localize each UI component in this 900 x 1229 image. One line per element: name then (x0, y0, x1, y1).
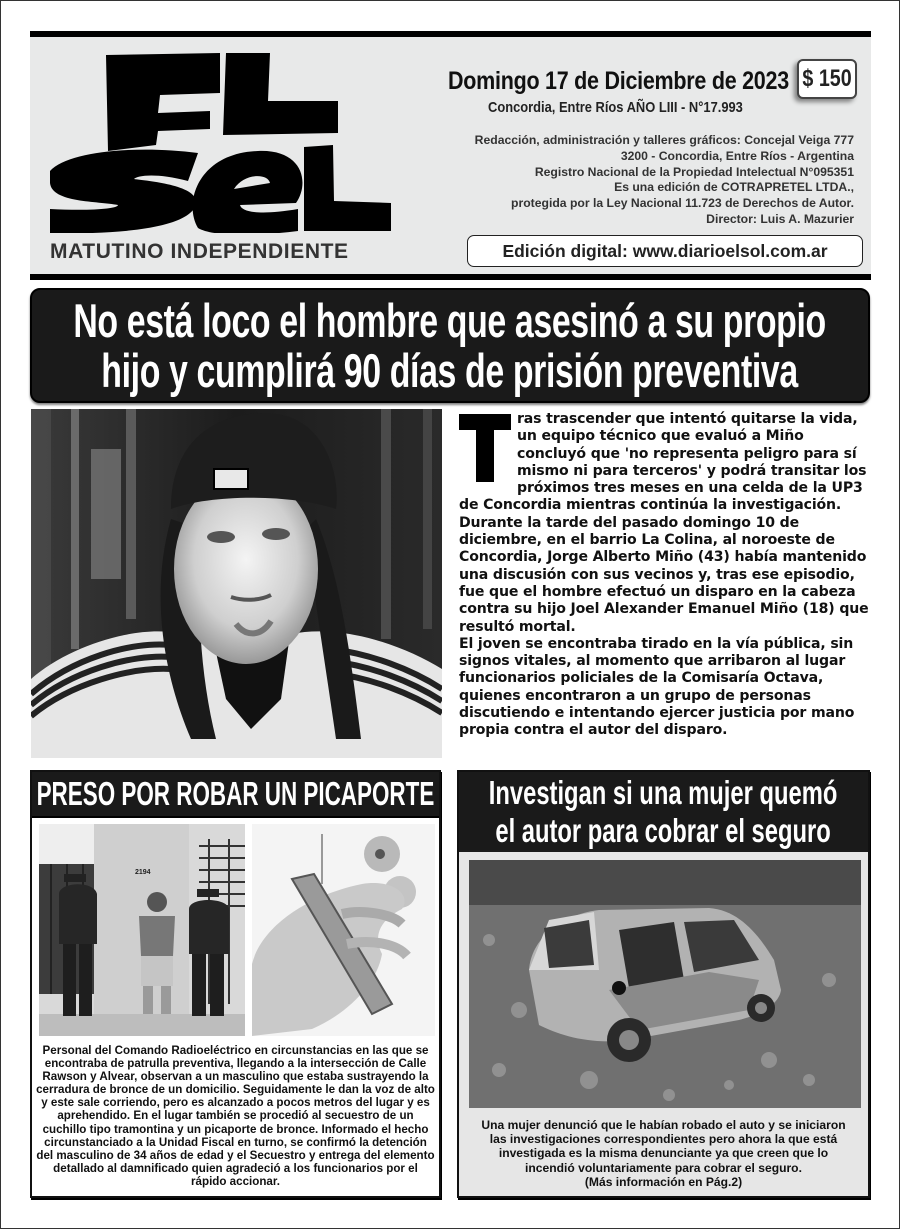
story-picaporte-headline: PRESO POR ROBAR UN PICAPORTE (36, 775, 435, 812)
story-auto-quemado-caption (463, 1118, 864, 1189)
caption-line: Una mujer denunció que le habían robado el auto y se iniciaron (481, 1118, 846, 1132)
arrest-photo (39, 824, 245, 1036)
lead-headline-line-1: No está loco el hombre que asesinó a su propio (73, 293, 827, 347)
lead-paragraph-2: Durante la tarde del pasado domingo 10 de diciembre, en el barrio La Colina, al noroeste de Concordia, Jorge Alberto Miño (43) había mantenido una discusión con sus vecinos y, tras ese episodio, fue que el hombre efectuó un disparo en la cabeza contra su hijo Joel Alexander Emanuel Miño (18) que resultó mortal. (459, 514, 869, 635)
lead-article-body (459, 411, 871, 740)
lead-paragraph-1: ras trascender que intentó quitarse la vida, un equipo técnico que evaluó a Miño concluyó que 'no representa peligro para sí mismo ni para terceros' y podrá transitar los próximos tres meses en una celda de la UP3 de Concordia mientras continúa la investigación. (459, 411, 867, 514)
caption-line: las investigaciones correspondientes pero ahora la que está (489, 1132, 838, 1147)
imprint-line: Redacción, administración y talleres gráficos: Concejal Veiga 777 (474, 133, 854, 147)
more-info-reference: (Más información en Pág.2) (584, 1174, 743, 1189)
price-value: $ 150 (802, 65, 852, 92)
lead-headline-line-2: hijo y cumplirá 90 días de prisión preventiva (101, 343, 799, 397)
story-picaporte-caption: Personal del Comando Radioeléctrico en circunstancias en las que se encontraba de patrulla preventiva, llegando a la intersección de Calle Rawson y Alvear, observan a un masculino que estaba sustrayendo la cerradura de bronce de un domicilio. Seguidamente le dan la voz de alto y este sale corriendo, pero es alcanzado a pocos metros del lugar y es aprehendido. En el lugar también se procedió al secuestro de un cuchillo tipo tramontina y un picaporte de bronce. Informado el hecho circunstanciado a la Unidad Fiscal en turno, se confirmó la detención del masculino de 34 años de edad y el Secuestro y entrega del elemento detallado al damnificado quien agradeció a los funcionarios por el rápido accionar. (36, 1044, 435, 1188)
story-picaporte (30, 770, 441, 1198)
lead-headline (73, 293, 827, 397)
imprint-line: protegida por la Ley Nacional 11.723 de Derechos de Autor. (511, 196, 854, 211)
digital-edition-link[interactable]: Edición digital: www.diarioelsol.com.ar (467, 235, 863, 267)
imprint-line: Es una edición de COTRAPRETEL LTDA., (614, 180, 854, 195)
burned-car-photo (469, 860, 861, 1108)
issue-place-number: Concordia, Entre Ríos AÑO LIII - N°17.993 (488, 99, 743, 116)
story-auto-quemado-header (459, 772, 868, 852)
house-number: 2194 (135, 869, 151, 876)
picaporte-photo (252, 824, 435, 1036)
story-auto-quemado-headline (489, 774, 838, 850)
lead-headline-banner (30, 288, 870, 403)
arrest-photo-graphic (39, 824, 245, 1036)
burned-car-photo-graphic (469, 860, 861, 1108)
el-sol-logo (48, 53, 393, 233)
lead-photo (31, 409, 442, 758)
story-auto-quemado-headline-line-1: Investigan si una mujer quemó (489, 774, 838, 811)
caption-line: incendió voluntariamente para cobrar el seguro. (525, 1160, 802, 1175)
lead-paragraph-3: El joven se encontraba tirado en la vía pública, sin signos vitales, al momento que arribaron al lugar funcionarios policiales de la Comisaría Octava, quienes encontraron a un grupo de personas discutiendo e intentando ejercer justicia por mano propia contra el autor del disparo. (459, 635, 855, 739)
drop-cap-t (459, 414, 511, 482)
el-sol-logo-graphic (48, 53, 393, 233)
tagline: MATUTINO INDEPENDIENTE (50, 240, 349, 263)
story-auto-quemado-headline-line-2: el autor para cobrar el seguro (495, 812, 832, 849)
imprint-block (434, 133, 854, 228)
price-badge (797, 59, 857, 99)
imprint-line: Director: Luis A. Mazurier (706, 211, 854, 226)
picaporte-photo-graphic (252, 824, 435, 1036)
portrait-photo-graphic (31, 409, 442, 758)
caption-line: investigada es la misma denunciante ya que creen que lo (498, 1146, 829, 1161)
imprint-line: 3200 - Concordia, Entre Ríos - Argentina (620, 148, 854, 163)
issue-date: Domingo 17 de Diciembre de 2023 (448, 67, 789, 95)
masthead (30, 31, 871, 280)
story-auto-quemado (457, 770, 870, 1198)
story-picaporte-header (32, 772, 439, 818)
imprint-line: Registro Nacional de la Propiedad Intelectual N°095351 (534, 164, 854, 179)
